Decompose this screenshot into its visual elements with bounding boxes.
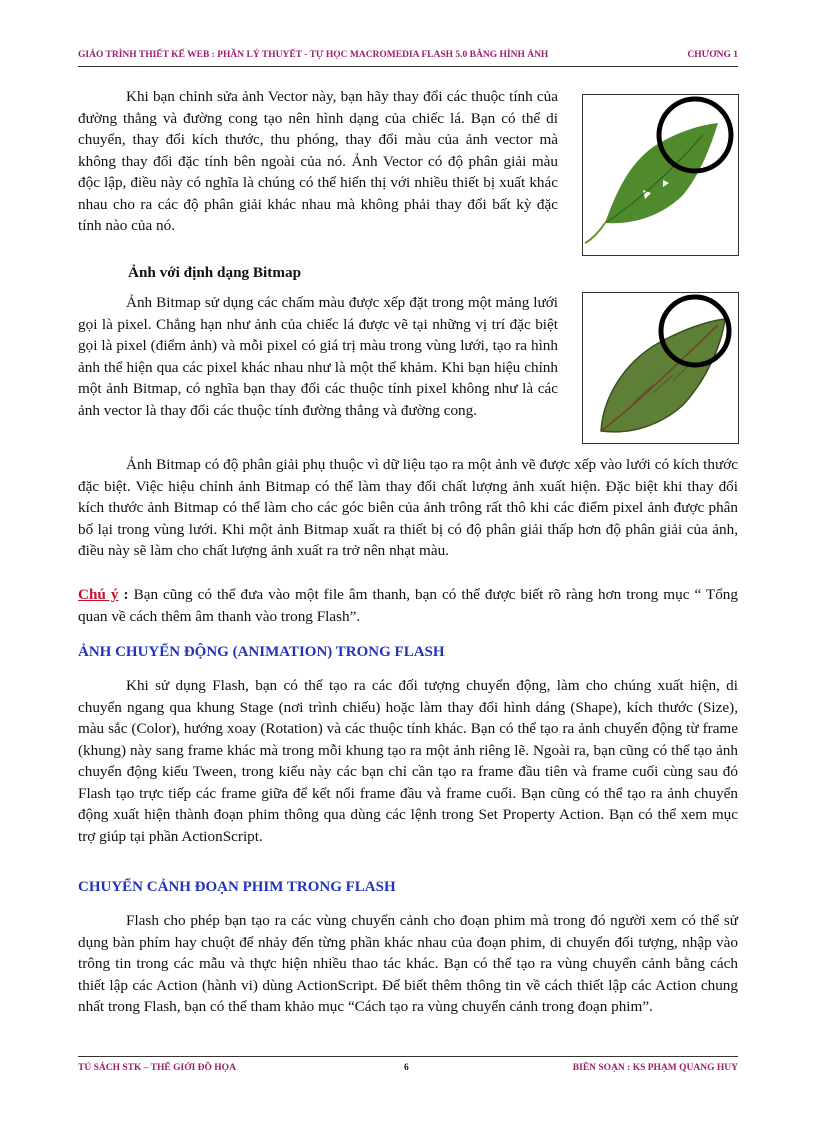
note-paragraph — [78, 584, 738, 627]
vector-leaf-image — [582, 94, 739, 256]
note-text: Bạn cũng có thể đưa vào một file âm thanh, bạn có thể được biết rõ ràng hơn trong mục “ Tổng quan về cách thêm âm thanh vào trong Flash”. — [78, 586, 738, 625]
paragraph-vector-editing: Khi bạn chỉnh sửa ảnh Vector này, bạn hãy thay đổi các thuộc tính của đường thẳng và đường cong tạo nên hình dạng của chiếc lá. Bạn có thể di chuyển, thay đổi kích thước, thu phóng, thay đổi màu của ảnh vector mà không thay đổi đặc tính bên ngoài của nó. Ảnh Vector có độ phân giải màu độc lập, điều này có nghĩa là chúng có thể hiển thị với nhiều thiết bị xuất khác nhau cho ra các độ phân giải khác nhau mà không phải thay đổi bất kỳ đặc tính nào của nó. — [78, 88, 558, 234]
footer-divider — [78, 1056, 738, 1057]
header-chapter: CHƯƠNG 1 — [687, 50, 738, 60]
header-title: GIÁO TRÌNH THIẾT KẾ WEB : PHẦN LÝ THUYẾT - TỰ HỌC MACROMEDIA FLASH 5.0 BẰNG HÌNH ẢNH — [78, 50, 549, 60]
paragraph-scene-transition: Flash cho phép bạn tạo ra các vùng chuyển cảnh cho đoạn phim mà trong đó người xem có thể sử dụng bàn phím hay chuột để nhảy đến từng phần khác nhau của đoạn phim, di chuyển đối tượng, nhập vào trông tin trong các mẫu và thực hiện nhiều thao tác khác. Bạn có thể tạo ra vùng chuyển cảnh bằng cách thiết lập các Action (hành vi) dùng ActionScript. Để biết thêm thông tin về cách thiết lập các Action chung nhất trong Flash, bạn có thể tham khảo mục “Cách tạo ra vùng chuyển cảnh trong đoạn phim”. — [78, 912, 738, 1015]
bitmap-leaf-image — [582, 292, 739, 444]
note-label: Chú ý — [78, 586, 119, 603]
bitmap-subheading: Ảnh với định dạng Bitmap — [128, 264, 302, 281]
paragraph-bitmap-intro: Ảnh Bitmap sử dụng các chấm màu được xếp đặt trong một mảng lưới gọi là pixel. Chẳng hạn như ảnh của chiếc lá được vẽ tại những vị trí đặc biệt gọi là pixel (điểm ảnh) và mỗi pixel có giá trị màu trong vùng lưới, tạo ra hình ảnh thể hiện qua các pixel khác nhau như là một thể khảm. Khi bạn hiệu chỉnh một ảnh Bitmap, có nghĩa bạn thay đổi các thuộc tính pixel không như là các ảnh vector là thay đổi các thuộc tính đường thẳng và đường cong. — [78, 294, 558, 419]
heading-animation: ẢNH CHUYỂN ĐỘNG (ANIMATION) TRONG FLASH — [78, 644, 445, 660]
footer-series: TỦ SÁCH STK – THẾ GIỚI ĐỒ HỌA — [78, 1063, 236, 1073]
footer-author: BIÊN SOẠN : KS PHẠM QUANG HUY — [572, 1063, 738, 1073]
paragraph-animation: Khi sử dụng Flash, bạn có thể tạo ra các đối tượng chuyển động, làm cho chúng xuất hiện, di chuyển ngang qua khung Stage (nơi trình chiếu) hoặc làm thay đổi hình dáng (Shape), kích thước (Size), màu sắc (Color), hướng xoay (Rotation) và các thuộc tính khác. Bạn có thể tạo ra ảnh chuyển động từ frame (khung) này sang frame khác mà trong mỗi khung tạo ra một ảnh riêng lẽ. Ngoài ra, bạn cũng có thể tạo ảnh chuyển động kiểu Tween, trong kiểu này các bạn chỉ cần tạo ra frame đầu tiên và frame cuối cùng sau đó Flash tạo trực tiếp các frame giữa để kết nối frame đầu và frame cuối. Bạn cũng có thể tạo ra ảnh chuyển động xuất hiện thành đoạn phim thông qua dùng các lệnh trong Set Property Action. Bạn có thể xem mục trợ giúp tại phần ActionScript. — [78, 677, 738, 845]
header-divider — [78, 66, 738, 67]
page-footer — [78, 1063, 738, 1079]
page-number: 6 — [404, 1063, 409, 1073]
note-colon: : — [118, 586, 129, 603]
heading-scene-transition: CHUYỂN CẢNH ĐOẠN PHIM TRONG FLASH — [78, 879, 396, 895]
page-header — [78, 50, 738, 66]
paragraph-bitmap-resolution: Ảnh Bitmap có độ phân giải phụ thuộc vì dữ liệu tạo ra một ảnh vẽ được xếp vào lưới có kích thước đặc biệt. Việc hiệu chỉnh ảnh Bitmap có thể làm thay đổi chất lượng ảnh xuất hiện. Đặc biệt khi thay đổi kích thước ảnh Bitmap có thể làm cho các góc biên của ảnh trông rất thô khi các điểm pixel ảnh được phân bố lại trong vùng lưới. Khi một ảnh Bitmap xuất ra thiết bị có độ phân giải thấp hơn độ phân giải của ảnh, điều này sẽ làm cho chất lượng ảnh xuất ra trở nên nhạt màu. — [78, 456, 738, 559]
